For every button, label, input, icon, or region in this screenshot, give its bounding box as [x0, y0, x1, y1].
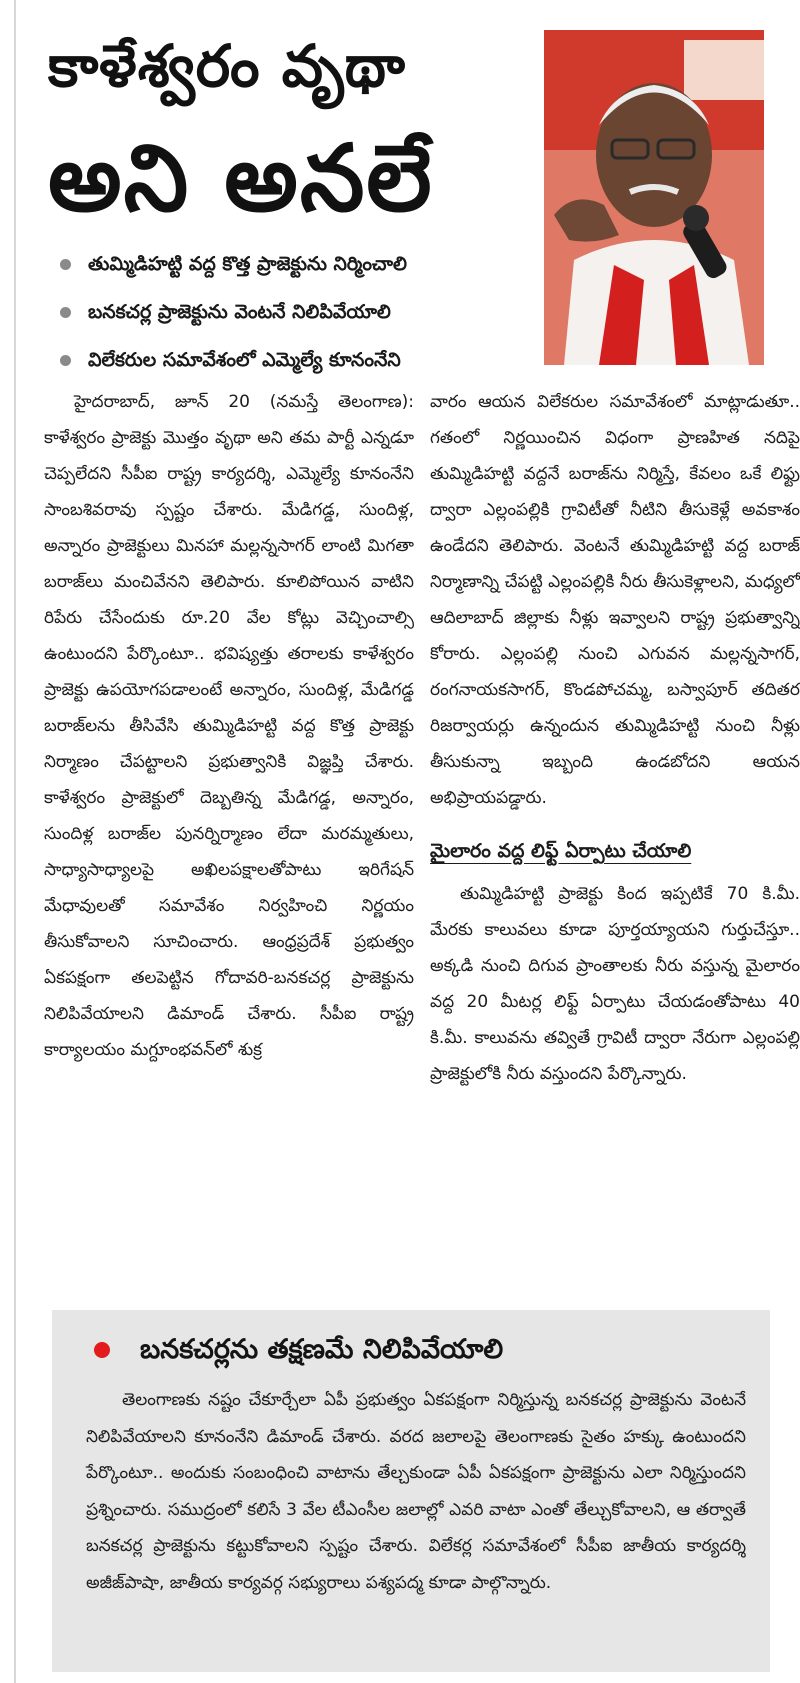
sidebar-box-heading [86, 1324, 746, 1376]
article-paragraph: హైదరాబాద్, జూన్ 20 (నమస్తే తెలంగాణ): కాళేశ్వరం ప్రాజెక్టు మొత్తం వృథా అని తమ పార్టీ ఎన్నడూ చెప్పలేదని సీపీఐ రాష్ట్ర కార్యదర్శి, ఎమ్మెల్యే కూనంనేని సాంబశివరావు స్పష్టం చేశారు. మేడిగడ్డ, సుందిళ్ల, అన్నారం ప్రాజెక్టులు మినహా మల్లన్నసాగర్ లాంటి మిగతా బరాజ్‌లు మంచివేనని తెలిపారు. కూలిపోయిన వాటిని రిపేరు చేసేందుకు రూ.20 వేల కోట్లు వెచ్చించాల్సి ఉంటుందని పేర్కొంటూ.. భవిష్యత్తు తరాలకు కాళేశ్వరం ప్రాజెక్టు ఉపయోగపడాలంటే అన్నారం, సుందిళ్ల, మేడిగడ్డ బరాజ్‌లను తీసివేసి తుమ్మిడిహట్టి వద్ద కొత్త ప్రాజెక్టు నిర్మాణం చేపట్టాలని ప్రభుత్వానికి విజ్ఞప్తి చేశారు. కాళేశ్వరం ప్రాజెక్టులో దెబ్బతిన్న మేడిగడ్డ, అన్నారం, సుందిళ్ల బరాజ్‌ల పునర్నిర్మాణం లేదా మరమ్మతులు, సాధ్యాసాధ్యాలపై అఖిలపక్షాలతోపాటు ఇరిగేషన్ మేధావులతో సమావేశం నిర్వహించి నిర్ణయం తీసుకోవాలని సూచించారు. ఆంధ్రప్రదేశ్ ప్రభుత్వం ఏకపక్షంగా తలపెట్టిన గోదావరి-బనకచర్ల ప్రాజెక్టును నిలిపివేయాలని డిమాండ్ చేశారు. సీపీఐ రాష్ట్ర కార్యాలయం మగ్దూంభవన్‌లో శుక్ర [44, 392, 414, 1060]
sidebar-box-body: తెలంగాణకు నష్టం చేకూర్చేలా ఏపీ ప్రభుత్వం ఏకపక్షంగా నిర్మిస్తున్న బనకచర్ల ప్రాజెక్టును వెంటనే నిలిపివేయాలని కూనంనేని డిమాండ్ చేశారు. వరద జలాలపై తెలంగాణకు సైతం హక్కు ఉంటుందని పేర్కొంటూ.. అందుకు సంబంధించి వాటాను తేల్చకుండా ఏపీ ఏకపక్షంగా ప్రాజెక్టును ఎలా నిర్మిస్తుందని ప్రశ్నించారు. సముద్రంలో కలిసే 3 వేల టీఎంసీల జలాల్లో ఎవరి వాటా ఎంతో తేల్చుకోవాలని, ఆ తర్వాతే బనకచర్ల ప్రాజెక్టును కట్టుకోవాలని స్పష్టం చేశారు. విలేకర్ల సమావేశంలో సీపీఐ జాతీయ కార్యదర్శి అజీజ్‌పాషా, జాతీయ కార్యవర్గ సభ్యురాలు పశ్యపద్మ కూడా పాల్గొన్నారు. [86, 1390, 746, 1593]
key-point [52, 288, 542, 336]
key-point-text: తుమ్మిడిహట్టి వద్ద కొత్త ప్రాజెక్టును నిర్మించాలి [88, 253, 407, 275]
headline-line-2: అని అనలే [48, 125, 434, 232]
key-point-text: విలేకరుల సమావేశంలో ఎమ్మెల్యే కూనంనేని [88, 349, 401, 371]
key-point-text: బనకచర్ల ప్రాజెక్టును వెంటనే నిలిపివేయాలి [88, 301, 391, 323]
red-bullet-icon [94, 1342, 110, 1358]
article-column-right [430, 384, 800, 1092]
sidebar-box [52, 1310, 770, 1672]
key-point [52, 240, 542, 288]
article-paragraph: వారం ఆయన విలేకరుల సమావేశంలో మాట్లాడుతూ.. గతంలో నిర్ణయించిన విధంగా ప్రాణహిత నదిపై తుమ్మిడిహట్టి వద్దనే బరాజ్‌ను నిర్మిస్తే, కేవలం ఒకే లిఫ్టు ద్వారా ఎల్లంపల్లికి గ్రావిటీతో నీటిని తీసుకెళ్లే అవకాశం ఉండేదని తెలిపారు. వెంటనే తుమ్మిడిహట్టి వద్ద బరాజ్ నిర్మాణాన్ని చేపట్టి ఎల్లంపల్లికి నీరు తీసుకెళ్లాలని, మధ్యలో ఆదిలాబాద్ జిల్లాకు నీళ్లు ఇవ్వాలని రాష్ట్ర ప్రభుత్వాన్ని కోరారు. ఎల్లంపల్లి నుంచి ఎగువన మల్లన్నసాగర్, రంగనాయకసాగర్, కొండపోచమ్మ, బస్వాపూర్ తదితర రిజర్వాయర్లు ఉన్నందున తుమ్మిడిహట్టి నుంచి నీళ్లు తీసుకున్నా ఇబ్బంది ఉండబోదని ఆయన అభిప్రాయపడ్డారు. [430, 392, 800, 808]
bullet-dot-icon [60, 259, 71, 270]
bullet-dot-icon [60, 307, 71, 318]
key-points-list [52, 240, 542, 384]
article-column-left [44, 384, 414, 1068]
sidebar-box-heading-text: బనకచర్లను తక్షణమే నిలిపివేయాలి [140, 1334, 504, 1365]
bullet-dot-icon [60, 355, 71, 366]
article-paragraph: తుమ్మిడిహట్టి ప్రాజెక్టు కింద ఇప్పటికే 70 కి.మీ. మేరకు కాలువలు కూడా పూర్తయ్యాయని గుర్తుచేస్తూ.. అక్కడి నుంచి దిగువ ప్రాంతాలకు నీరు వస్తున్న మైలారం వద్ద 20 మీటర్ల లిఫ్ట్ ఏర్పాటు చేయడంతోపాటు 40 కి.మీ. కాలువను తవ్వితే గ్రావిటీ ద్వారా నేరుగా ఎల్లంపల్లి ప్రాజెక్టులోకి నీరు వస్తుందని పేర్కొన్నారు. [430, 884, 800, 1084]
headline-line-1: కాళేశ్వరం వృథా [48, 32, 406, 100]
article-subheading: మైలారం వద్ద లిఫ్ట్ ఏర్పాటు చేయాలి [430, 840, 692, 862]
headline [48, 18, 528, 244]
key-point [52, 336, 542, 384]
speaker-photo [544, 30, 764, 365]
page-edge-rule [14, 0, 16, 1683]
